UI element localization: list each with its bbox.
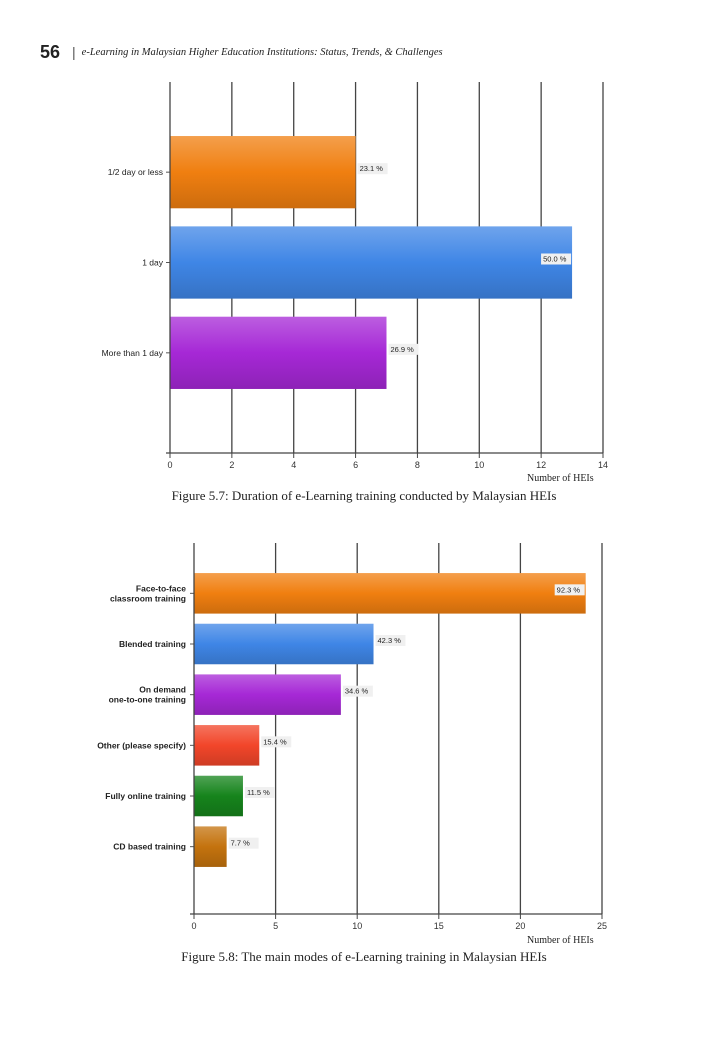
chart-2-category-label: classroom training (109, 593, 186, 604)
chart-1-x-tick-label: 0 (167, 460, 173, 470)
chart-1-data-label: 23.1 % (359, 164, 383, 174)
chart-1-bar (170, 317, 387, 389)
chart-2-data-label: 92.3 % (556, 585, 581, 595)
chart-2-x-tick-label: 5 (273, 921, 279, 931)
chart-2-bar (194, 624, 374, 665)
chart-2-data-label: 34.6 % (344, 686, 369, 696)
chart-2-data-label: 7.7 % (230, 838, 250, 848)
chart-2-category-label: one-to-one training (108, 694, 186, 705)
chart-2-x-tick-label: 20 (515, 921, 526, 931)
chart-2-category-label: Other (please specify) (97, 740, 186, 751)
chart-2-bar (194, 674, 341, 715)
chart-2-x-tick-label: 0 (191, 921, 197, 931)
page-number: 56 (40, 41, 61, 62)
chart-1-category-label: 1/2 day or less (107, 167, 163, 178)
chart-2-x-tick-label: 15 (433, 921, 444, 931)
chart-1-xlabel: Number of HEIs (527, 473, 594, 484)
chart-1-data-label: 26.9 % (390, 344, 414, 354)
chart-1-x-tick-label: 10 (474, 460, 485, 470)
chart-2-category-label: Blended training (118, 639, 186, 649)
chart-1-x-tick-label: 14 (597, 460, 609, 470)
chart-1-category-label: 1 day (142, 257, 163, 268)
chart-2-category-label: Fully online training (105, 791, 186, 801)
chart-1-x-tick-label: 6 (353, 460, 359, 470)
chart-2-data-label: 11.5 % (246, 788, 270, 797)
chart-2-x-tick-label: 25 (596, 921, 608, 931)
chart-duration-of-training (102, 82, 608, 470)
chart-2-data-label: 15.4 % (263, 737, 287, 747)
header-separator: | (72, 44, 76, 60)
chart-2-category-label: On demand (139, 684, 186, 695)
chart-1-x-tick-label: 2 (229, 460, 235, 470)
chart-2-data-label: 42.3 % (377, 636, 401, 645)
figure-5-8-caption: Figure 5.8: The main modes of e-Learning training in Malaysian HEIs (181, 949, 547, 964)
chart-modes-of-training (97, 543, 607, 931)
chart-1-category-label: More than 1 day (101, 347, 163, 358)
chart-2-category-label: Face-to-face (135, 583, 186, 594)
chart-2-category-label: CD based training (113, 841, 186, 852)
chart-2-xlabel: Number of HEIs (527, 935, 594, 946)
figure-5-7-caption: Figure 5.7: Duration of e-Learning training conducted by Malaysian HEIs (171, 488, 557, 503)
chart-1-x-tick-label: 8 (414, 460, 420, 470)
chart-2-x-tick-label: 10 (352, 921, 363, 931)
chart-2-bar (194, 826, 227, 867)
chart-2-bar (194, 776, 243, 817)
running-title: e-Learning in Malaysian Higher Education Institutions: Status, Trends, & Challenges (81, 46, 443, 58)
chart-1-data-label: 50.0 % (543, 254, 567, 264)
chart-1-bar (170, 136, 356, 208)
chart-2-bar (194, 725, 259, 766)
chart-1-x-tick-label: 12 (536, 460, 547, 470)
chart-2-bar (194, 573, 586, 614)
chart-1-x-tick-label: 4 (291, 460, 297, 470)
chart-1-bar (170, 226, 572, 298)
